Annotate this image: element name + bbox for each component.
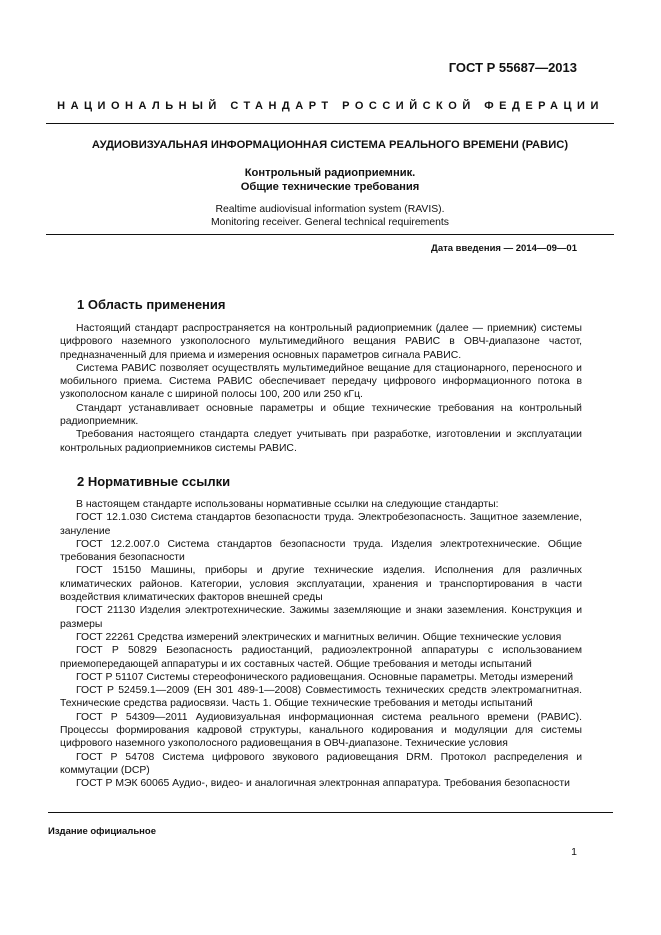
document-subtitle — [46, 166, 614, 194]
title-divider — [46, 234, 614, 235]
reference-item: ГОСТ Р 54708 Система цифрового звукового радиовещания DRM. Протокол распределения и коммутации (DCP) — [60, 751, 582, 776]
footer-divider — [48, 812, 613, 813]
reference-item: ГОСТ Р 54309—2011 Аудиовизуальная информационная система реального времени (РАВИС). Процессы формирования кадровой структуры, канального кодирования и модуляции для системы цифрового наземного узкополосного радиовещания в ОВЧ-диапазоне. Технические условия — [60, 711, 582, 750]
section-1-body — [60, 322, 582, 455]
section-1-heading: 1 Область применения — [77, 297, 226, 312]
system-title: АУДИОВИЗУАЛЬНАЯ ИНФОРМАЦИОННАЯ СИСТЕМА РЕАЛЬНОГО ВРЕМЕНИ (РАВИС) — [91, 139, 569, 151]
paragraph: Настоящий стандарт распространяется на контрольный радиоприемник (далее — приемник) системы цифрового наземного узкополосного мультимедийного вещания РАВИС в ОВЧ-диапазоне частот, предназначенный для приема и измерения основных параметров сигнала РАВИС. — [60, 323, 582, 361]
english-title-line-2: Monitoring receiver. General technical requirements — [211, 217, 449, 228]
section-2-heading: 2 Нормативные ссылки — [77, 474, 231, 489]
reference-item: ГОСТ 21130 Изделия электротехнические. Зажимы заземляющие и знаки заземления. Конструкция и размеры — [60, 605, 582, 630]
national-standard-heading: НАЦИОНАЛЬНЫЙ СТАНДАРТ РОССИЙСКОЙ ФЕДЕРАЦИИ — [57, 100, 604, 112]
top-divider — [46, 123, 614, 124]
official-edition-label: Издание официальное — [48, 826, 156, 837]
paragraph: Требования настоящего стандарта следует учитывать при разработке, изготовлении и эксплуатации контрольных радиоприемников системы РАВИС. — [60, 429, 582, 454]
page-number: 1 — [571, 846, 577, 858]
introduction-date: Дата введения — 2014—09—01 — [431, 243, 577, 254]
subtitle-line-1: Контрольный радиоприемник. — [244, 167, 416, 179]
section-2-body — [60, 498, 582, 791]
reference-item: ГОСТ Р 52459.1—2009 (ЕН 301 489-1—2008) Совместимость технических средств электромагнитная. Технические средства радиосвязи. Часть 1. Общие технические требования и методы испытаний — [60, 685, 582, 710]
paragraph: В настоящем стандарте использованы нормативные ссылки на следующие стандарты: — [76, 499, 499, 510]
paragraph: Стандарт устанавливает основные параметры и общие технические требования на контрольный радиоприемник. — [60, 402, 582, 428]
reference-item: ГОСТ 12.1.030 Система стандартов безопасности труда. Электробезопасность. Защитное заземление, зануление — [60, 512, 582, 537]
reference-item: ГОСТ 12.2.007.0 Система стандартов безопасности труда. Изделия электротехнические. Общие требования безопасности — [60, 538, 582, 564]
reference-item: ГОСТ Р МЭК 60065 Аудио-, видео- и аналогичная электронная аппаратура. Требования безопасности — [76, 778, 570, 790]
reference-item: ГОСТ 15150 Машины, приборы и другие технические изделия. Исполнения для различных климатических районов. Категории, условия эксплуатации, хранения и транспортирования в части воздействия климатических факторов внешней среды — [60, 565, 582, 604]
subtitle-line-2: Общие технические требования — [240, 181, 420, 193]
reference-item: ГОСТ 22261 Средства измерений электрических и магнитных величин. Общие технические условия — [76, 631, 562, 643]
english-title-line-1: Realtime audiovisual information system (RAVIS). — [215, 204, 445, 215]
paragraph: Система РАВИС позволяет осуществлять мультимедийное вещание для стационарного, переносного и мобильного приема. Система РАВИС обеспечивает передачу цифрового информационного потока в узкополосном канале с шириной полосы 100, 200 или 250 кГц. — [60, 362, 582, 401]
reference-item: ГОСТ Р 51107 Системы стереофонического радиовещания. Основные параметры. Методы измерений — [76, 671, 574, 683]
standard-number: ГОСТ Р 55687—2013 — [448, 60, 577, 75]
reference-item: ГОСТ Р 50829 Безопасность радиостанций, радиоэлектронной аппаратуры с использованием приемопередающей аппаратуры и их составных частей. Общие требования и методы испытаний — [60, 645, 582, 670]
english-title — [46, 203, 614, 229]
